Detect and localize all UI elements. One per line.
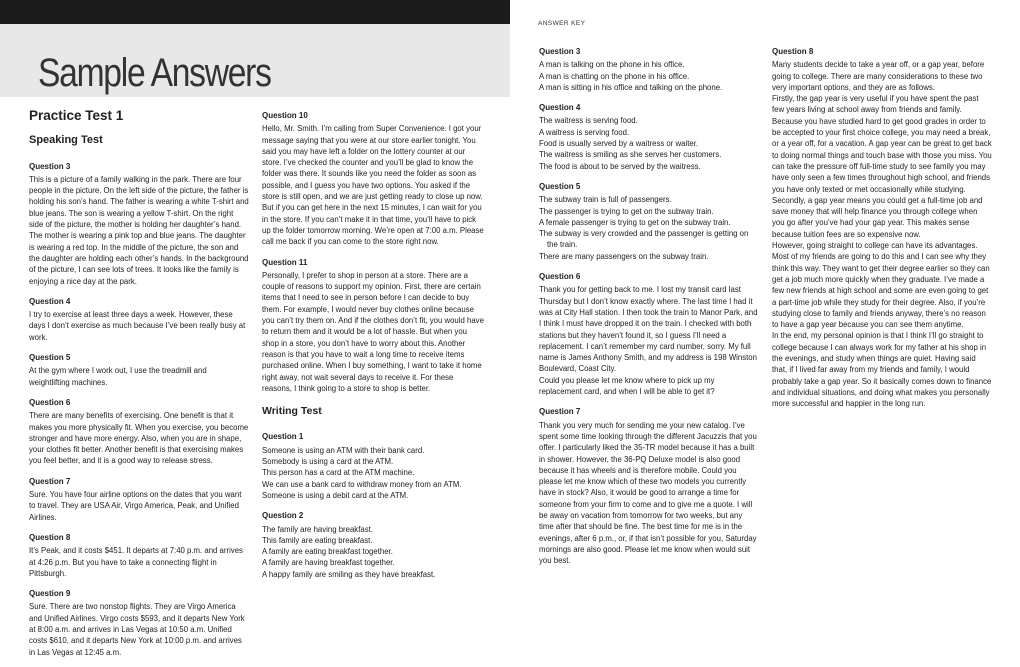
question-label: Question 4 <box>539 103 581 113</box>
answer-block <box>29 352 249 388</box>
answer-line: The subway train is full of passengers. <box>539 195 672 205</box>
answer-block <box>262 110 484 248</box>
answer-text: It’s Peak, and it costs $451. It departs at 7:40 p.m. and arrives at 4:26 p.m. But you have to take a connecting flight in Pittsburgh. <box>29 546 243 578</box>
answer-line: The waitress is serving food. <box>539 116 638 126</box>
answer-block <box>262 510 484 580</box>
answer-line: A family are having breakfast together. <box>262 558 395 568</box>
answer-line: The passenger is trying to get on the subway train. <box>539 206 714 216</box>
answer-block <box>539 102 759 172</box>
question-label: Question 6 <box>29 397 71 407</box>
answer-line: There are many passengers on the subway train. <box>539 251 709 261</box>
answer-block <box>29 588 249 658</box>
answer-block <box>539 181 759 262</box>
answer-text: At the gym where I work out, I use the treadmill and weightlifting machines. <box>29 366 207 387</box>
answer-text: Sure. There are two nonstop flights. They are Virgo America and Unified Airlines. Virgo costs $593, and it departs New York at 8:00 a.m. and arrives in Las Vegas at 10:50 a.m. Unified costs $610, and it departs New York at 10:00 p.m. and arrives in Las Vegas at 12:45 a.m. <box>29 602 245 657</box>
answer-line: The subway is very crowded and the passenger is getting on <box>539 229 749 239</box>
question-label: Question 8 <box>29 532 71 542</box>
column-4 <box>772 46 992 410</box>
answer-block <box>29 397 249 467</box>
answer-line: Food is usually served by a waitress or waiter. <box>539 139 699 149</box>
answer-text: This is a picture of a family walking in the park. There are four people in the picture. On the left side of the picture, the father is holding his son’s hand. The father is wearing a white T-shirt and blue jeans. The son is wearing a yellow T-shirt. On the right side of the picture, the mother is holding her daughter’s hand. The mother is wearing a pink top and blue jeans. The daughter is wearing a red top. In the middle of the picture, the son and the daughter are holding each other’s hands. In the background of the picture, I can see lots of trees. It looks like the family is enjoying a nice day at the park. <box>29 174 249 286</box>
answer-line: A happy family are smiling as they have breakfast. <box>262 569 436 579</box>
column-1 <box>29 110 249 667</box>
question-label: Question 7 <box>29 476 71 486</box>
essay-paragraph: Firstly, the gap year is very useful if you have spent the past few years living at school away from friends and family. Because you have studied hard to get good grades in order to be accepted to your first choice college, you may need a break, or a year off, for a vacation. A gap year can be great to get back to doing normal things and touch base with those you miss. You can take the pressure off full-time study to see family you may have only seen a few times throughout high school, and friends you have only texted or met occasionally while studying. <box>772 94 992 194</box>
answer-line: A man is sitting in his office and talking on the phone. <box>539 82 723 92</box>
question-label: Question 7 <box>539 407 581 417</box>
question-label: Question 3 <box>29 161 71 171</box>
answer-text: There are many benefits of exercising. One benefit is that it makes you more physically fit. When you exercise, you become stronger and have more energy. Also, when you are in shape, your clothes fit better. Another benefit is that exercising makes you feel better, and it is a good way to release stress. <box>29 411 249 466</box>
answer-line: Someone is using an ATM with their bank card. <box>262 445 425 455</box>
answer-block <box>539 406 759 566</box>
page-title: Sample Answers <box>38 51 271 95</box>
answer-block <box>29 296 249 343</box>
answer-text: I try to exercise at least three days a week. However, these days I don’t exercise as much because I’ve been really busy at work. <box>29 310 246 342</box>
answer-text: Could you please let me know where to pick up my replacement card, and when I will be able to get it? <box>539 375 715 397</box>
speaking-test-heading: Speaking Test <box>29 134 103 147</box>
question-label: Question 5 <box>539 181 581 191</box>
answer-line: The waitress is smiling as she serves her customers. <box>539 150 722 160</box>
answer-text: Personally, I prefer to shop in person at a store. There are a couple of reasons to support my opinion. First, there are certain items that I need to see in person before I can decide to buy them. For example, I would never buy clothes online because you can’t try them on. And if the clothes don’t fit, you would have to return them and it would be a lot of hassle. But when you shop in a store, you don’t have to worry about this. Another reason is that you have to wait a long time to receive items purchased online. When I buy something, I want to take it home right away, not wait several days to receive it. For these reasons, I think going to a store to shop is better. <box>262 270 484 393</box>
answer-line: The family are having breakfast. <box>262 524 373 534</box>
question-label: Question 6 <box>539 272 581 282</box>
answer-key-label: ANSWER KEY <box>538 20 586 27</box>
answer-block <box>539 46 759 93</box>
answer-line: This family are eating breakfast. <box>262 535 373 545</box>
answer-text: Thank you very much for sending me your new catalog. I’ve spent some time looking through the different Jacuzzis that you offer. I particularly liked the 35-TR model because it has a built in shower. However, the 36-PQ Deluxe model is also good because it has wheels and is therefore mobile. Could you please let me know which of these two models you currently have in stock? Also, it would be good to arrange a time for someone from your firm to come and to give me a quote. I will be away on vacation from tomorrow for two weeks, but any time after that should be fine. The best time for me is in the evenings, after 6 p.m., or, if that isn’t possible for you, Saturday mornings are also good. Please let me know when would suit you best. <box>539 420 757 566</box>
column-3 <box>539 46 759 575</box>
question-label: Question 2 <box>262 511 304 521</box>
top-black-bar <box>0 0 510 24</box>
question-label: Question 5 <box>29 353 71 363</box>
answer-block <box>29 532 249 579</box>
essay-paragraph: Many students decide to take a year off, or a gap year, before going to college. There are many considerations to these two very important options, and they are as follows. <box>772 60 985 92</box>
answer-block <box>262 431 484 501</box>
answer-line: The food is about to be served by the waitress. <box>539 161 701 171</box>
answer-line: A waitress is serving food. <box>539 127 630 137</box>
answer-line: This person has a card at the ATM machine. <box>262 468 415 478</box>
answer-line: A female passenger is trying to get on the subway train. <box>539 217 731 227</box>
question-label: Question 3 <box>539 47 581 56</box>
question-label: Question 11 <box>262 257 308 267</box>
answer-line: A family are eating breakfast together. <box>262 547 393 557</box>
answer-line: We can use a bank card to withdraw money from an ATM. <box>262 479 462 489</box>
answer-block <box>539 271 759 397</box>
column-2 <box>262 110 484 589</box>
question-label: Question 4 <box>29 296 71 306</box>
question-label: Question 9 <box>29 589 71 599</box>
answer-line: Someone is using a debit card at the ATM. <box>262 490 409 500</box>
question-label: Question 10 <box>262 111 308 120</box>
answer-line: Somebody is using a card at the ATM. <box>262 457 394 467</box>
practice-test-heading: Practice Test 1 <box>29 108 124 123</box>
answer-line: A man is chatting on the phone in his office. <box>539 71 690 81</box>
answer-block <box>262 257 484 395</box>
essay-paragraph: However, going straight to college can have its advantages. Most of my friends are going to do this and I can see why they think this way. They want to get their degree earlier so they can get a job much more quickly when they graduate. I’ve made a few new friends at high school and some are even going to get a part-time job while they study for their degree. Also, if you’re studying close to family and friends anyway, there’s no reason to have a gap year because you can see them anytime. <box>772 241 990 330</box>
answer-line: A man is talking on the phone in his office. <box>539 60 685 70</box>
answer-text: Thank you for getting back to me. I lost my transit card last Thursday but I don’t know exactly where. The last time I had it was at City Hall station. I then took the train to Manor Park, and I think I must have dropped it on the train. I checked with both stations but they haven’t found it, so I guess I’ll need a replacement. I can’t remember my card number, sorry. My full name is James Anthony Smith, and my address is 198 Winston Boulevard, Coast City. <box>539 285 758 374</box>
answer-line: the train. <box>547 240 578 250</box>
writing-test-heading: Writing Test <box>262 405 322 418</box>
question-label: Question 8 <box>772 47 814 56</box>
answer-block <box>29 476 249 523</box>
question-label: Question 1 <box>262 432 304 442</box>
answer-block <box>29 161 249 287</box>
answer-text: Sure. You have four airline options on the dates that you want to travel. They are USA Air, Virgo America, Peak, and Unified Airlines. <box>29 490 242 522</box>
answer-text: Hello, Mr. Smith. I’m calling from Super Convenience. I got your message saying that you were at our store earlier tonight. You said you may have left a folder on the lottery counter at our store. I’ve checked the counter and you’ll be glad to know the folder was there. It sounds like you need the folder as soon as possible, and I guess you have two options. You asked if the store is still open, and we are just getting ready to close up now. But if you can get here in the next 15 minutes, I can wait for you in the store. If you can’t make it in that time, you’ll have to pick up the folder tomorrow morning. We’re open at 7:00 a.m. Please call me back if you can come to the store right now. <box>262 124 484 247</box>
essay-paragraph: Secondly, a gap year means you could get a full-time job and save money that will help finance you through college when you go after you’ve had your gap year. This makes sense because tuition fees are so expensive now. <box>772 195 983 239</box>
essay-paragraph: In the end, my personal opinion is that I think I’ll go straight to college because I can always work for my father at his shop in the evenings, and study when things are quiet. Having said that, if I lived far away from my friends and family, I would probably take a gap year. So it basically comes down to finance and individual situations, and doing what makes you personally more successful and happier in the long run. <box>772 331 992 409</box>
